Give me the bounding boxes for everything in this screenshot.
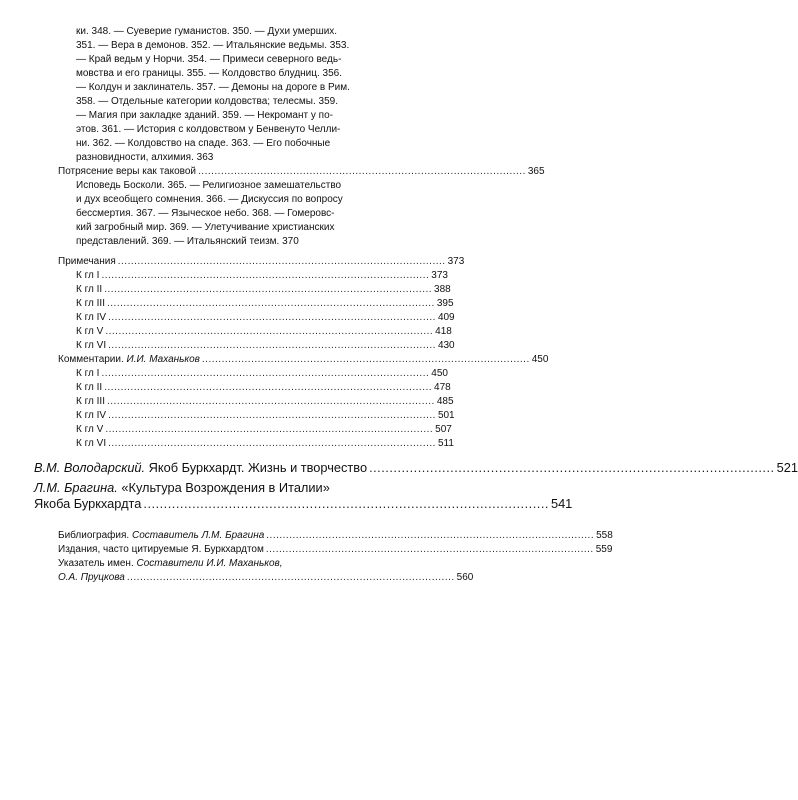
essay-title: «Культура Возрождения в Италии» <box>117 480 330 495</box>
essay-author: Л.М. Брагина. <box>34 480 118 495</box>
toc-subentry-page: 485 <box>436 396 454 407</box>
toc-subentry-label: К гл V <box>76 326 104 337</box>
toc-subentry-page: 373 <box>431 270 448 281</box>
continuation-line: ни. 362. — Колдовство на спаде. 363. — Его побочные <box>76 138 331 149</box>
toc-entry-page: 560 <box>456 572 474 583</box>
toc-entry-essay[interactable] <box>34 460 798 475</box>
continuation-line: этов. 361. — История с колдовством у Бенвенуто Челли- <box>76 124 341 135</box>
continuation-line: разновидности, алхимия. 363 <box>76 152 214 163</box>
essay-title: Якоб Буркхардт. Жизнь и творчество <box>145 460 368 475</box>
leader-dots: .................................................................................................... <box>369 460 775 475</box>
toc-entry-comments[interactable] <box>58 354 549 366</box>
continuation-line: — Край ведьм у Норчи. 354. — Примеси северного ведь- <box>76 54 342 65</box>
leader-dots: .................................................................................................... <box>105 424 434 435</box>
toc-subentry[interactable] <box>76 326 452 338</box>
continuation-line: — Колдун и заклинатель. 357. — Демоны на дороге в Рим. <box>76 82 350 93</box>
toc-subentry-page: 430 <box>437 340 455 351</box>
continuation-line: мовства и его границы. 355. — Колдовство блудниц. 356. <box>76 68 343 79</box>
leader-dots: .................................................................................................... <box>106 298 435 309</box>
toc-entry-title <box>58 354 200 366</box>
back-title: Библиография. <box>58 530 132 541</box>
leader-dots: .................................................................................................... <box>198 166 526 177</box>
toc-subentry-page: 478 <box>434 382 451 393</box>
toc-entry-editions[interactable] <box>58 544 613 556</box>
toc-entry-essay-line1[interactable] <box>34 480 330 495</box>
toc-entry-page: 558 <box>596 530 613 541</box>
toc-entry-index-line2[interactable] <box>58 572 474 584</box>
leader-dots: .................................................................................................... <box>105 326 434 337</box>
toc-subentry-label: К гл I <box>76 368 100 379</box>
toc-subentry[interactable] <box>76 284 451 296</box>
toc-entry-title: Издания, часто цитируемые Я. Буркхардтом <box>58 544 264 555</box>
essay-author: В.М. Володарский. <box>34 460 146 475</box>
toc-entry-page: 373 <box>447 256 465 267</box>
toc-subentry-label: К гл I <box>76 270 100 281</box>
toc-subentry-label: К гл VI <box>76 438 107 449</box>
toc-subentry-label: К гл III <box>76 298 105 309</box>
leader-dots: .................................................................................................... <box>101 368 430 379</box>
toc-subentry-page: 395 <box>436 298 454 309</box>
toc-subentry[interactable] <box>76 396 454 408</box>
continuation-line: — Магия при закладке зданий. 359. — Некромант у по- <box>76 110 333 121</box>
toc-subentry-label: К гл IV <box>76 312 107 323</box>
toc-entry-section[interactable] <box>58 166 545 178</box>
toc-entry-page: 521 <box>776 460 798 475</box>
back-sub-cont: О.А. Пруцкова <box>58 572 125 583</box>
toc-subentry-label: К гл II <box>76 382 103 393</box>
continuation-line: 358. — Отдельные категории колдовства; телесмы. 359. <box>76 96 339 107</box>
toc-subentry[interactable] <box>76 410 455 422</box>
section-desc-line: представлений. 369. — Итальянский теизм. 370 <box>76 236 299 247</box>
section-desc-line: бессмертия. 367. — Языческое небо. 368. — Гомеровс- <box>76 208 335 219</box>
section-desc-line: кий загробный мир. 369. — Улетучивание христианских <box>76 222 335 233</box>
toc-subentry-label: К гл III <box>76 396 105 407</box>
back-sub: Составитель Л.М. Брагина <box>131 530 265 541</box>
leader-dots: .................................................................................................... <box>265 544 594 555</box>
toc-entry-title: Потрясение веры как таковой <box>58 166 197 177</box>
toc-entry-page: 559 <box>595 544 613 555</box>
toc-subentry-page: 418 <box>435 326 452 337</box>
comments-title: Комментарии. <box>58 354 127 365</box>
toc-subentry-page: 388 <box>434 284 451 295</box>
leader-dots: .................................................................................................... <box>101 270 430 281</box>
comments-author: И.И. Маханьков <box>126 354 200 365</box>
toc-subentry[interactable] <box>76 368 448 380</box>
essay-title-cont: Якоба Буркхардта <box>34 496 142 511</box>
toc-subentry-label: К гл V <box>76 424 104 435</box>
section-desc-line: Исповедь Босколи. 365. — Религиозное замешательство <box>76 180 342 191</box>
section-desc-line: и дух всеобщего сомнения. 366. — Дискуссия по вопросу <box>76 194 343 205</box>
continuation-line: ки. 348. — Суеверие гуманистов. 350. — Духи умерших. <box>76 26 338 37</box>
toc-subentry[interactable] <box>76 424 452 436</box>
leader-dots: .................................................................................................... <box>106 396 435 407</box>
leader-dots: .................................................................................................... <box>143 496 549 511</box>
toc-subentry-page: 501 <box>437 410 455 421</box>
toc-subentry[interactable] <box>76 382 451 394</box>
leader-dots: .................................................................................................... <box>266 530 595 541</box>
leader-dots: .................................................................................................... <box>108 340 436 351</box>
toc-subentry-label: К гл IV <box>76 410 107 421</box>
toc-entry-title <box>58 530 264 542</box>
back-sub: Составители И.И. Маханьков, <box>136 558 283 569</box>
continuation-line: 351. — Вера в демонов. 352. — Итальянские ведьмы. 353. <box>76 40 350 51</box>
leader-dots: .................................................................................................... <box>104 284 433 295</box>
toc-subentry-label: К гл II <box>76 284 103 295</box>
back-title: Указатель имен. <box>58 558 137 569</box>
toc-entry-notes[interactable] <box>58 256 465 268</box>
leader-dots: .................................................................................................... <box>104 382 433 393</box>
toc-entry-title <box>34 460 367 475</box>
toc-subentry-page: 409 <box>437 312 455 323</box>
toc-entry-page: 541 <box>550 496 573 511</box>
toc-entry-essay-line2[interactable] <box>34 496 573 511</box>
toc-entry-title: Примечания <box>58 256 116 267</box>
leader-dots: .................................................................................................... <box>108 410 436 421</box>
toc-subentry[interactable] <box>76 298 454 310</box>
leader-dots: .................................................................................................... <box>108 312 436 323</box>
toc-subentry[interactable] <box>76 340 455 352</box>
leader-dots: .................................................................................................... <box>108 438 436 449</box>
toc-subentry[interactable] <box>76 270 448 282</box>
leader-dots: .................................................................................................... <box>117 256 446 267</box>
toc-subentry-page: 511 <box>437 438 454 449</box>
toc-entry-bibliography[interactable] <box>58 530 613 542</box>
toc-entry-page: 365 <box>527 166 545 177</box>
toc-entry-index-line1[interactable] <box>58 558 283 570</box>
leader-dots: .................................................................................................... <box>126 572 455 583</box>
toc-entry-page: 450 <box>531 354 549 365</box>
toc-subentry-page: 450 <box>431 368 448 379</box>
toc-subentry-label: К гл VI <box>76 340 107 351</box>
toc-subentry[interactable] <box>76 312 455 324</box>
toc-subentry-page: 507 <box>435 424 452 435</box>
leader-dots: .................................................................................................... <box>201 354 530 365</box>
toc-subentry[interactable] <box>76 438 454 450</box>
